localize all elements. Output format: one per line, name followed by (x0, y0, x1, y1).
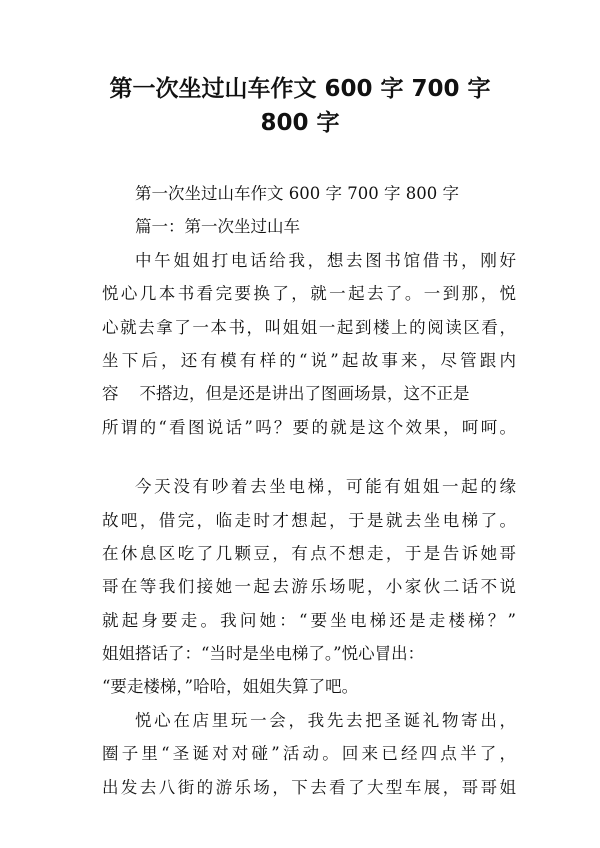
text-line: 故吧，借完，临走时才想起，于是就去坐电梯了。 (102, 510, 516, 530)
text-line: 中午姐姐打电话给我，想去图书馆借书，刚好 (135, 250, 516, 270)
text-line: 圈子里“圣诞对对碰”活动。回来已经四点半了， (102, 744, 516, 764)
text-line: 就起身要走。我问她：“要坐电梯还是走楼梯？” (102, 610, 516, 630)
text-line: 姐姐搭话了：“当时是坐电梯了。”悦心冒出： (102, 644, 425, 664)
text-line: 悦心在店里玩一会，我先去把圣诞礼物寄出， (135, 710, 516, 730)
section-heading: 篇一：第一次坐过山车 (135, 217, 300, 237)
document-title (60, 72, 540, 140)
text-line: 今天没有吵着去坐电梯，可能有姐姐一起的缘 (135, 477, 516, 497)
title-line: 800 字 (260, 110, 340, 136)
subtitle-line: 第一次坐过山车作文 600 字 700 字 800 字 (135, 184, 459, 203)
text-line: 心就去拿了一本书，叫姐姐一起到楼上的阅读区看， (102, 317, 516, 337)
text-line: 哥在等我们接她一起去游乐场呢，小家伙二话不说 (102, 577, 516, 597)
text-line: “要走楼梯，”哈哈，姐姐失算了吧。 (102, 677, 359, 697)
text-line: 坐下后，还有模有样的“说”起故事来，尽管跟内 (102, 350, 516, 370)
text-line: 出发去八街的游乐场，下去看了大型车展，哥哥姐 (102, 777, 516, 797)
paragraph (102, 470, 516, 704)
text-line: 在休息区吃了几颗豆，有点不想走，于是告诉她哥 (102, 543, 516, 563)
text-line: 容 不搭边，但是还是讲出了图画场景，这不正是 (102, 384, 470, 404)
text-line: 所谓的“看图说话”吗？要的就是这个效果，呵呵。 (102, 417, 516, 437)
paragraph-gap (102, 444, 516, 470)
paragraph (102, 704, 516, 804)
title-line: 第一次坐过山车作文 600 字 700 字 (109, 76, 491, 102)
paragraph (102, 244, 516, 444)
document-body (102, 177, 516, 804)
text-line: 悦心几本书看完要换了，就一起去了。一到那，悦 (102, 284, 516, 304)
